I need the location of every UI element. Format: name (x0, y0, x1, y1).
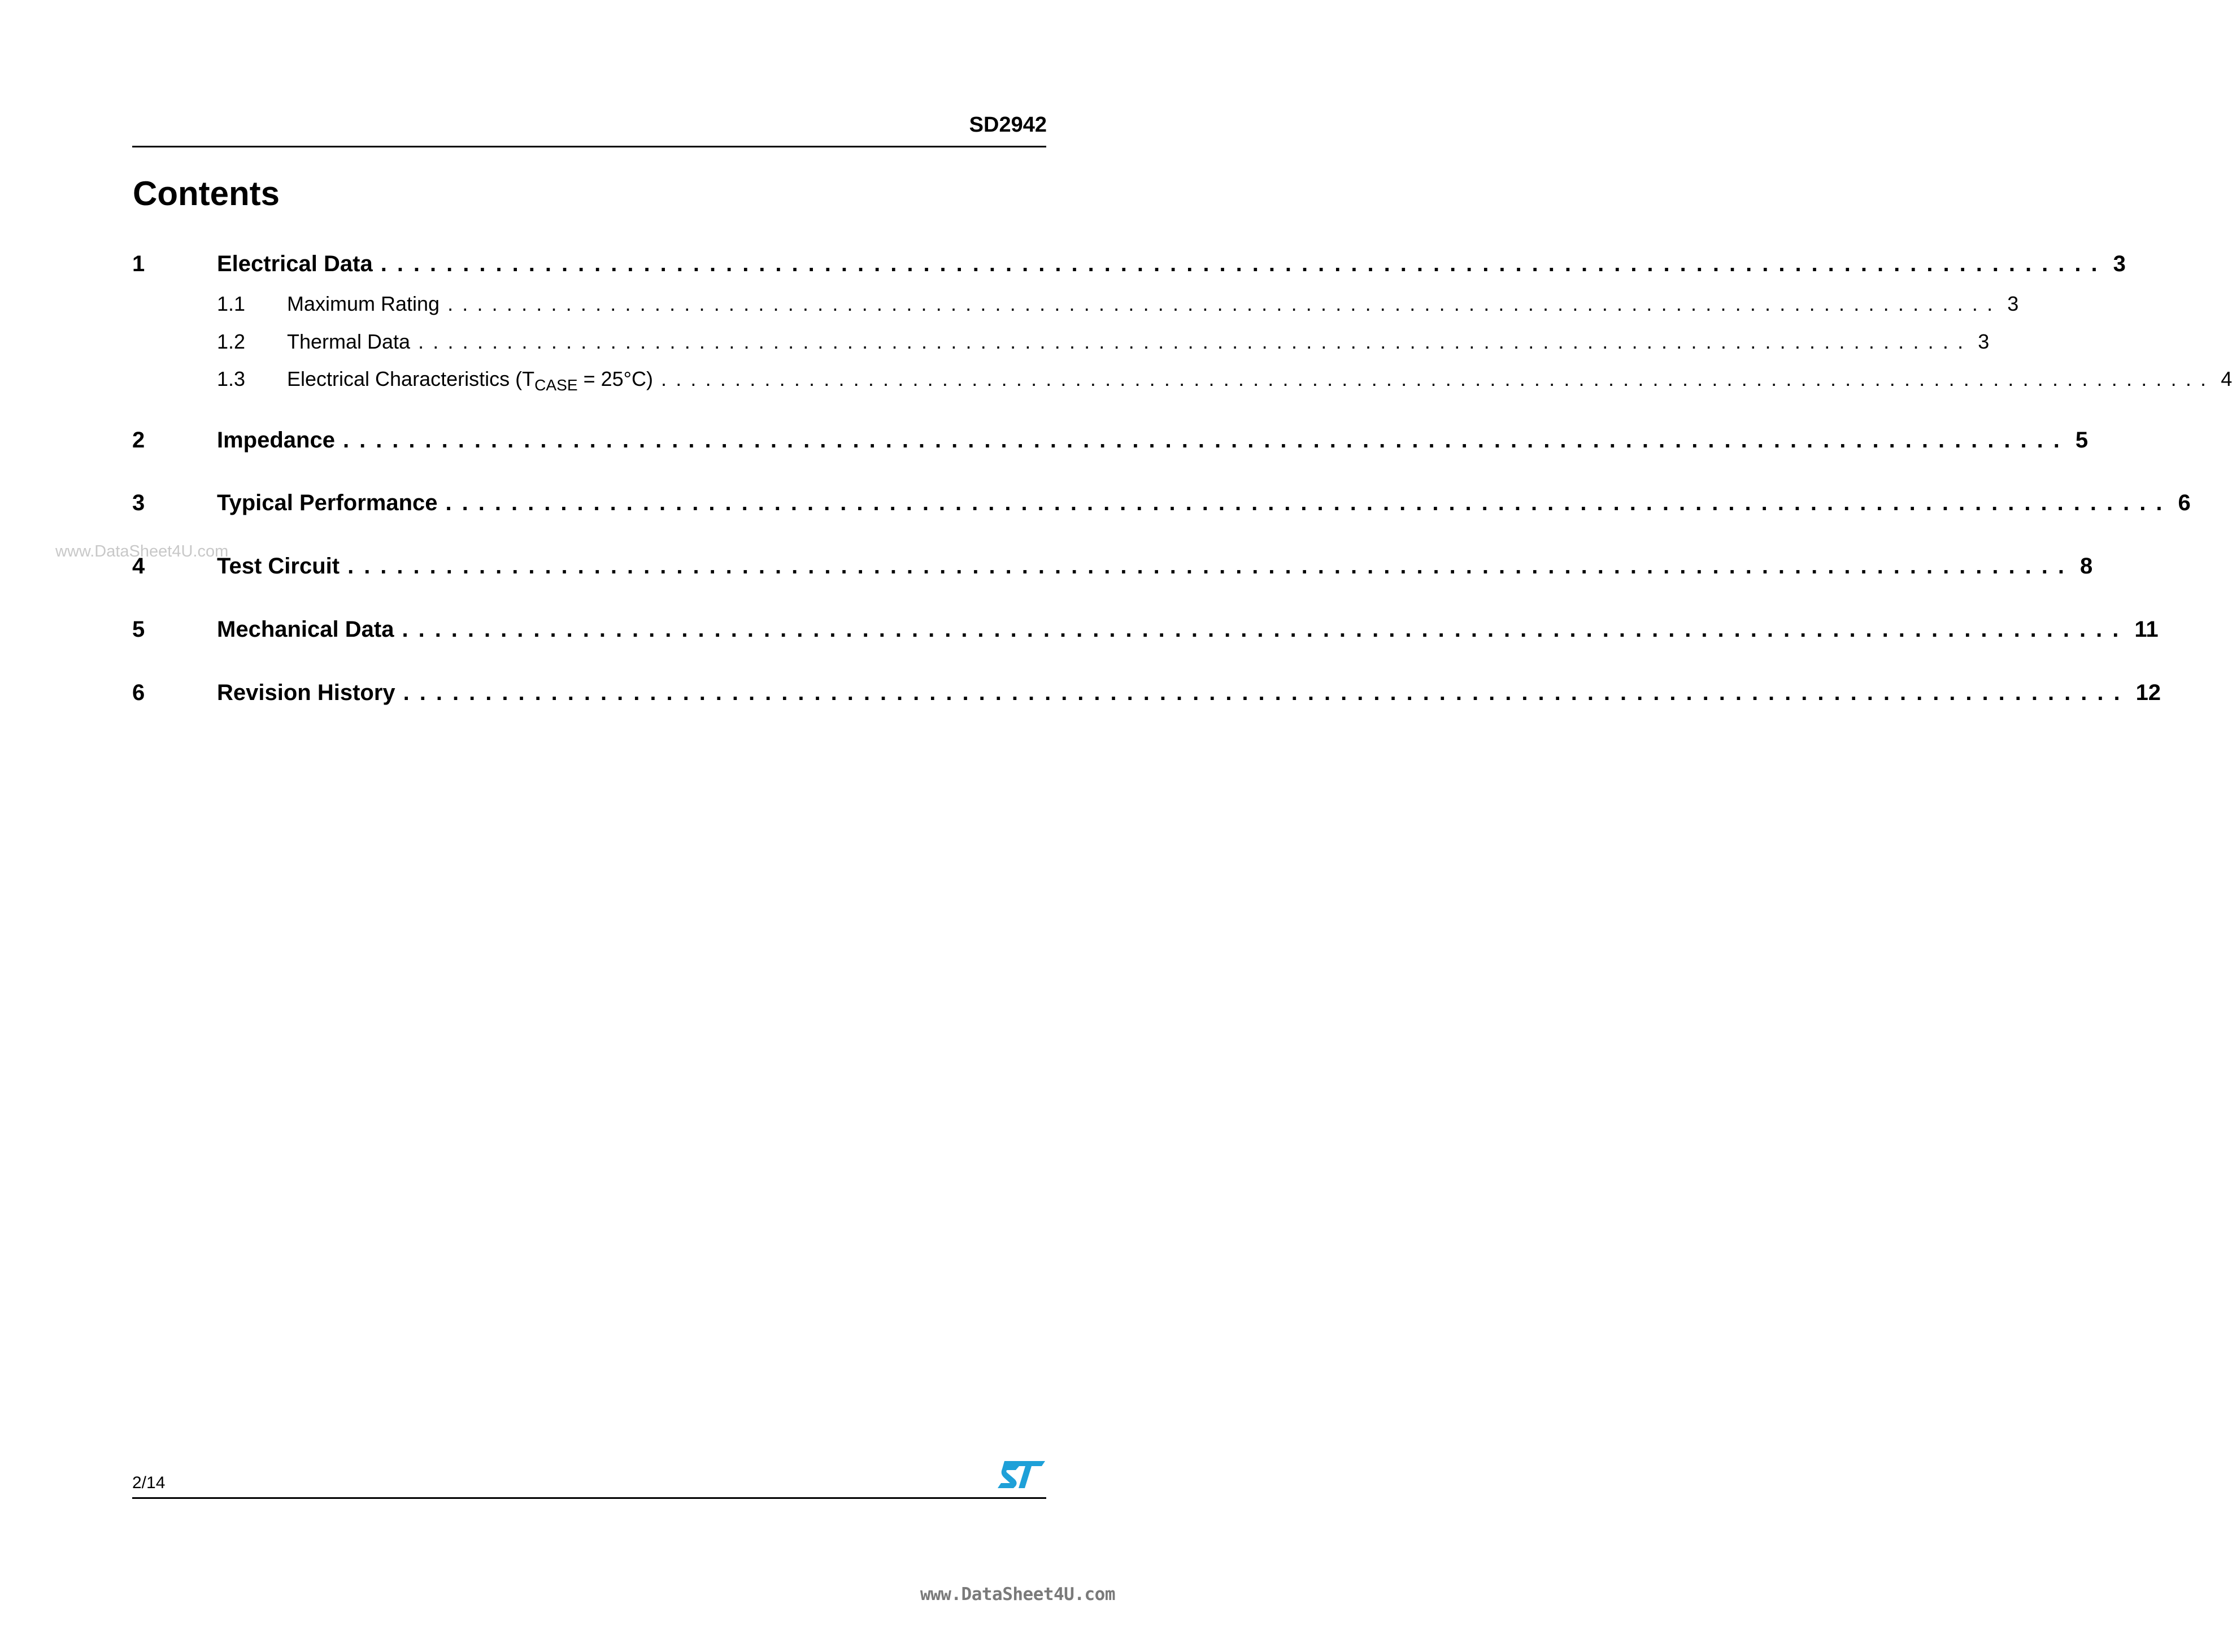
toc-number: 1.2 (217, 330, 246, 353)
toc-number: 4 (132, 554, 145, 579)
toc-title-prefix: Electrical Characteristics (T (287, 367, 535, 390)
toc-dot-leader: ......................................................................................................... (418, 330, 1973, 353)
toc-title: Mechanical Data (217, 617, 394, 642)
toc-entry-test-circuit[interactable] (132, 554, 2093, 579)
toc-dot-leader: ......................................................................................................... (402, 617, 2129, 642)
toc-dot-leader: ......................................................................................................... (447, 292, 2002, 315)
toc-dot-leader: ......................................................................................................... (380, 251, 2108, 276)
toc-entry-typical-performance[interactable] (132, 490, 2191, 516)
toc-entry-impedance[interactable] (132, 428, 2089, 453)
toc-entry-mechanical-data[interactable] (132, 617, 2159, 642)
document-id: SD2942 (969, 113, 1047, 137)
toc-page-number: 3 (2113, 251, 2126, 276)
watermark-text: www.DataSheet4U.com (55, 542, 229, 560)
toc-title (287, 367, 661, 394)
toc-entry-thermal-data[interactable] (132, 330, 1990, 354)
toc-title: Typical Performance (217, 490, 438, 515)
toc-entry-maximum-rating[interactable] (132, 292, 2019, 316)
toc-title: Impedance (217, 428, 335, 453)
toc-number: 3 (132, 490, 145, 515)
toc-dot-leader: ......................................................................................................... (347, 554, 2074, 579)
toc-page-number: 6 (2178, 490, 2191, 515)
toc-title: Electrical Data (217, 251, 373, 276)
toc-title: Test Circuit (217, 554, 340, 579)
toc-entry-electrical-data[interactable] (132, 251, 2126, 277)
page-number: 2/14 (132, 1473, 166, 1492)
toc-number: 1.1 (217, 292, 246, 315)
toc-page-number: 3 (1978, 330, 1990, 353)
toc-page-number: 12 (2135, 680, 2161, 705)
toc-entry-electrical-characteristics[interactable] (132, 367, 2232, 394)
toc-title: Revision History (217, 680, 395, 705)
toc-entry-revision-history[interactable] (132, 680, 2161, 706)
toc-dot-leader: ......................................................................................................... (445, 490, 2173, 515)
toc-page-number: 5 (2075, 428, 2089, 453)
toc-title-subscript: CASE (534, 376, 578, 394)
toc-page-number: 8 (2079, 554, 2093, 579)
toc-page-number: 4 (2221, 367, 2232, 390)
toc-title: Maximum Rating (287, 292, 440, 315)
page-title: Contents (133, 175, 280, 212)
toc-number: 2 (132, 428, 145, 453)
footer-divider (132, 1497, 1046, 1499)
toc-dot-leader: ......................................................................................................... (403, 680, 2130, 705)
toc-number: 5 (132, 617, 145, 642)
toc-dot-leader: ......................................................................................................... (661, 367, 2216, 390)
header-divider (132, 146, 1046, 147)
toc-number: 6 (132, 680, 145, 705)
toc-number: 1.3 (217, 367, 246, 390)
toc-page-number: 11 (2134, 617, 2159, 642)
toc-number: 1 (132, 251, 145, 276)
watermark-text-bottom: www.DataSheet4U.com (920, 1584, 1115, 1605)
st-logo-icon (997, 1459, 1046, 1490)
toc-page-number: 3 (2007, 292, 2019, 315)
toc-dot-leader: ......................................................................................................... (342, 428, 2070, 453)
toc-title-suffix: = 25°C) (577, 367, 654, 390)
toc-title: Thermal Data (287, 330, 411, 353)
